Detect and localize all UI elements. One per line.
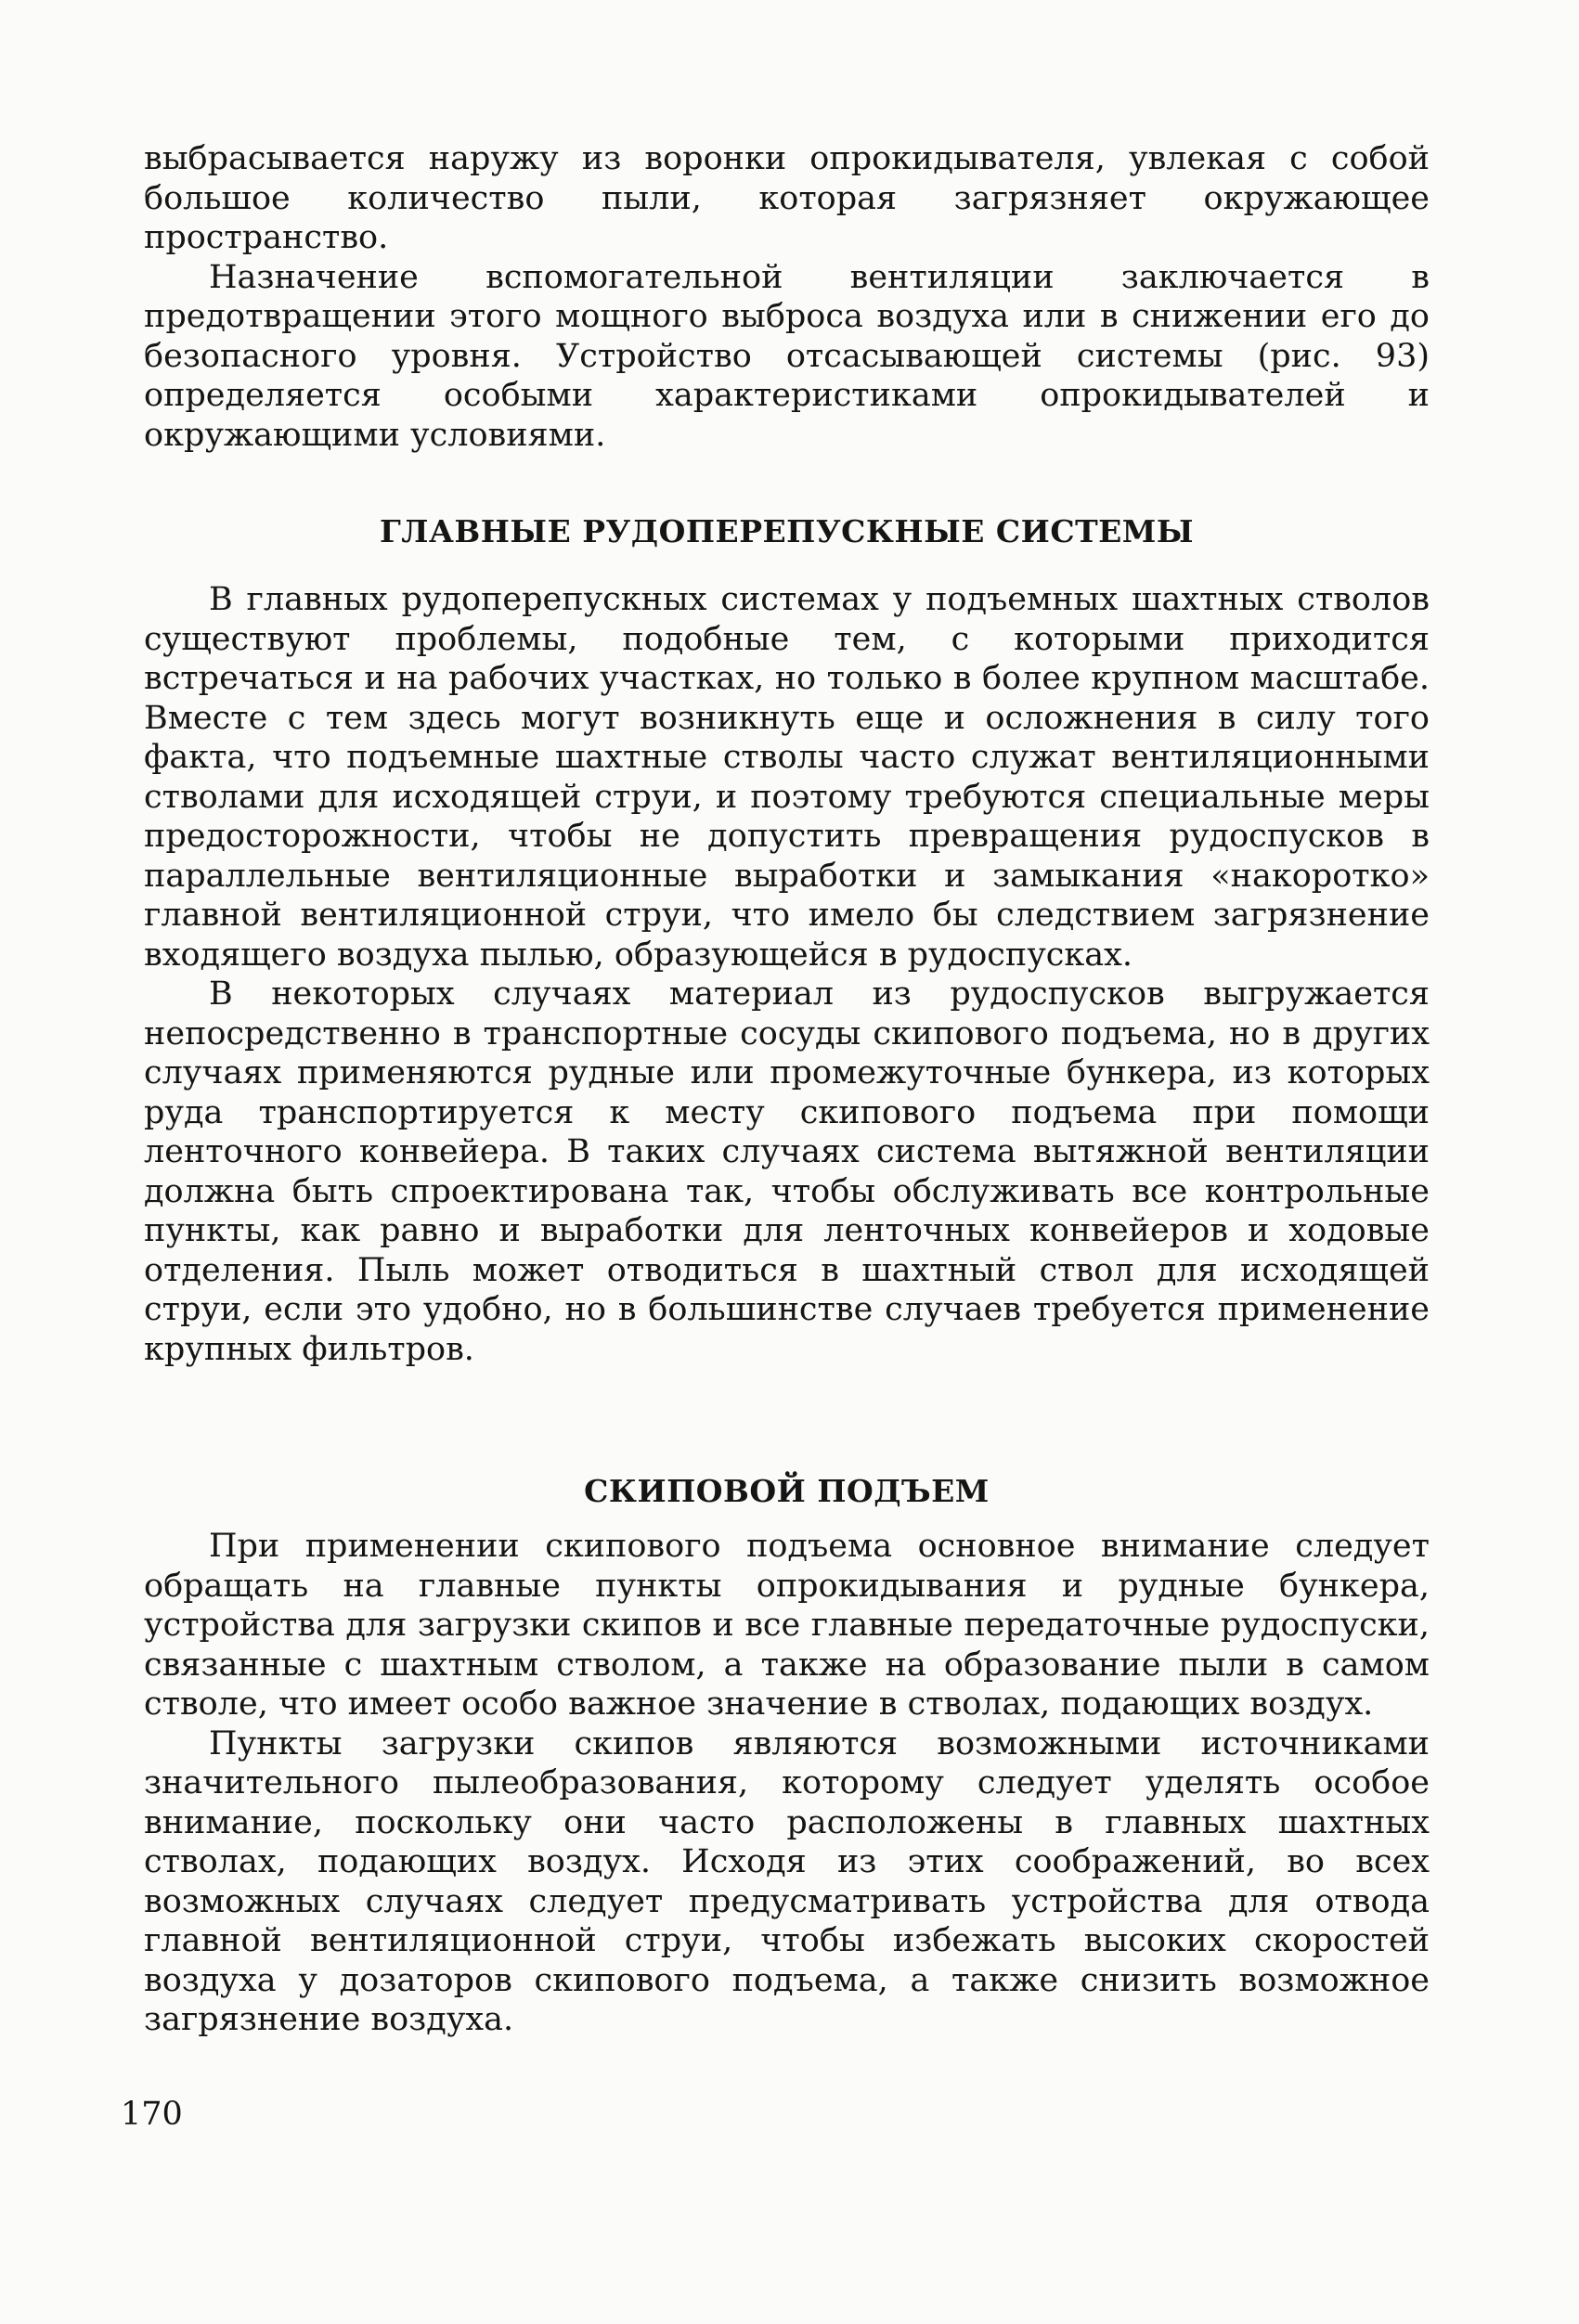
paragraph-ore-unloading: В некоторых случаях материал из рудоспусков выгружается непосредственно в транспортные сосуды скипового подъема, но в других случаях применяются рудные или промежуточные бункера, из которых руда транспортируется к месту скипового подъема при помощи ленточного конвейера. В таких случаях система вытяжной вентиляции должна быть спроектирована так, чтобы обслуживать все контрольные пункты, как равно и выработки для ленточных конвейеров и ходовые отделения. Пыль может отводиться в шахтный ствол для исходящей струи, если это удобно, но в большинстве случаев требуется применение крупных фильтров. <box>144 975 1430 1368</box>
page-number: 170 <box>121 2096 183 2133</box>
paragraph-skip-loading-points: Пункты загрузки скипов являются возможными источниками значительного пылеобразования, которому следует уделять особое внимание, поскольку они часто расположены в главных шахтных стволах, подающих воздух. Исходя из этих соображений, во всех возможных случаях следует предусматривать устройства для отвода главной вентиляционной струи, чтобы избежать высоких скоростей воздуха у дозаторов скипового подъема, а также снизить возможное загрязнение воздуха. <box>144 1724 1430 2038</box>
skip-hoist-text-block <box>144 1527 1430 2040</box>
paragraph-ore-pass-problems: В главных рудоперепускных системах у подъемных шахтных стволов существуют проблемы, подобные тем, с которыми приходится встречаться и на рабочих участках, но только в более крупном масштабе. Вместе с тем здесь могут возникнуть еще и осложнения в силу того факта, что подъемные шахтные стволы часто служат вентиляционными стволами для исходящей струи, и поэтому требуются специальные меры предосторожности, чтобы не допустить превращения рудоспусков в параллельные вентиляционные выработки и замыкания «накоротко» главной вентиляционной струи, что имело бы следствием загрязнение входящего воздуха пылью, образующейся в рудоспусках. <box>144 581 1430 974</box>
main-ore-passes-text-block <box>144 580 1430 1369</box>
paragraph-skip-hoist-attention: При применении скипового подъема основное внимание следует обращать на главные пункты опрокидывания и рудные бункера, устройства для загрузки скипов и все главные передаточные рудоспуски, связанные с шахтным стволом, а также на образование пыли в самом стволе, что имеет особо важное значение в стволах, подающих воздух. <box>144 1528 1430 1723</box>
section-heading-skip-hoist: СКИПОВОЙ ПОДЪЕМ <box>584 1473 990 1509</box>
paragraph-auxiliary-ventilation: Назначение вспомогательной вентиляции заключается в предотвращении этого мощного выброса воздуха или в снижении его до безопасного уровня. Устройство отсасывающей системы (рис. 93) определяется особыми характеристиками опрокидывателей и окружающими условиями. <box>144 258 1430 454</box>
section-heading-main-ore-passes: ГЛАВНЫЕ РУДОПЕРЕПУСКНЫЕ СИСТЕМЫ <box>380 513 1194 549</box>
intro-text-block <box>144 139 1430 455</box>
paragraph-continuation: выбрасывается наружу из воронки опрокидывателя, увлекая с собой большое количество пыли, которая загрязняет окружающее пространство. <box>144 140 1430 256</box>
